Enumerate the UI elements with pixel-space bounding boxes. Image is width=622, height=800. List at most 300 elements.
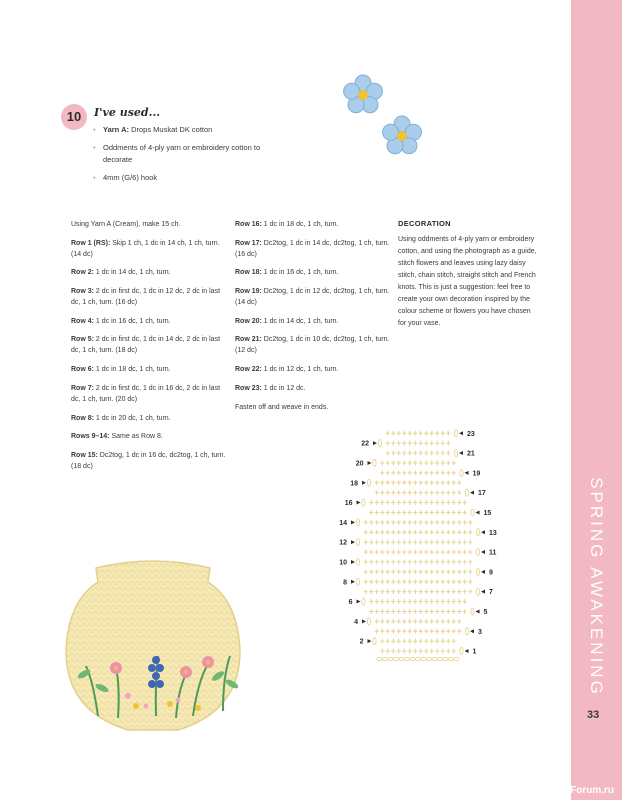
dc-stitch — [419, 619, 423, 624]
dc-stitch — [413, 441, 417, 446]
dc-stitch — [419, 441, 423, 446]
dc-stitch — [424, 451, 428, 456]
row-direction-arrow — [481, 550, 485, 554]
dc-stitch — [408, 619, 412, 624]
row-direction-arrow — [351, 540, 355, 544]
row-direction-arrow — [459, 451, 463, 455]
dc-stitch — [386, 609, 390, 614]
dc-stitch — [430, 451, 434, 456]
dc-stitch — [435, 451, 439, 456]
row-number-label: 5 — [483, 608, 488, 616]
dc-stitch — [369, 579, 373, 584]
dc-stitch — [430, 431, 434, 436]
instruction-row: Row 1 (RS): Skip 1 ch, 1 dc in 14 ch, 1 ch, turn. (14 dc) — [71, 239, 220, 258]
dc-stitch — [468, 530, 472, 535]
dc-stitch — [397, 490, 401, 495]
dc-stitch — [452, 480, 456, 485]
chart-row — [364, 548, 497, 556]
dc-stitch — [375, 589, 379, 594]
dc-stitch — [463, 540, 467, 545]
dc-stitch — [391, 569, 395, 574]
dc-stitch — [435, 431, 439, 436]
dc-stitch — [402, 530, 406, 535]
dc-stitch — [375, 540, 379, 545]
instructions-column-1 — [71, 219, 231, 480]
dc-stitch — [402, 569, 406, 574]
dc-stitch — [386, 540, 390, 545]
dc-stitch — [391, 639, 395, 644]
dc-stitch — [408, 470, 412, 475]
dc-stitch — [452, 579, 456, 584]
chart-row — [361, 440, 450, 448]
dc-stitch — [391, 649, 395, 654]
dc-stitch — [430, 629, 434, 634]
dc-stitch — [391, 540, 395, 545]
dc-stitch — [441, 510, 445, 515]
dc-stitch — [380, 520, 384, 525]
page-number: 33 — [587, 709, 600, 721]
instruction-row: Row 2: 1 dc in 14 dc, 1 ch, turn. — [71, 269, 171, 277]
material-item: • Yarn A: Drops Muskat DK cotton — [92, 124, 262, 136]
dc-stitch — [386, 510, 390, 515]
dc-stitch — [430, 550, 434, 555]
dc-stitch — [413, 569, 417, 574]
dc-stitch — [446, 510, 450, 515]
chain-stitch — [421, 657, 426, 660]
dc-stitch — [441, 431, 445, 436]
dc-stitch — [452, 649, 456, 654]
dc-stitch — [424, 559, 428, 564]
dc-stitch — [435, 441, 439, 446]
row-direction-arrow — [481, 530, 485, 534]
turning-chain — [367, 618, 370, 625]
dc-stitch — [457, 559, 461, 564]
row-number-label: 4 — [354, 618, 358, 626]
dc-stitch — [446, 431, 450, 436]
dc-stitch — [413, 619, 417, 624]
dc-stitch — [391, 589, 395, 594]
dc-stitch — [457, 490, 461, 495]
row-number-label: 22 — [361, 440, 369, 448]
material-item: • Oddments of 4-ply yarn or embroidery cotton to decorate — [92, 142, 262, 166]
dc-stitch — [463, 510, 467, 515]
dc-stitch — [435, 609, 439, 614]
dc-stitch — [413, 609, 417, 614]
instruction-row: Row 21: Dc2tog, 1 dc in 10 dc, dc2tog, 1 ch, turn. (12 dc) — [235, 336, 390, 355]
dc-stitch — [446, 480, 450, 485]
dc-stitch — [402, 629, 406, 634]
dc-stitch — [424, 579, 428, 584]
dc-stitch — [430, 480, 434, 485]
chart-row — [345, 499, 467, 507]
dc-stitch — [435, 619, 439, 624]
dc-stitch — [402, 609, 406, 614]
row-number-label: 19 — [472, 470, 481, 478]
dc-stitch — [408, 451, 412, 456]
dc-stitch — [391, 510, 395, 515]
turning-chain — [373, 638, 376, 645]
dc-stitch — [369, 609, 373, 614]
chain-stitch — [432, 657, 437, 660]
materials-heading: I've used... — [94, 106, 161, 119]
dc-stitch — [463, 550, 467, 555]
dc-stitch — [413, 540, 417, 545]
row-direction-arrow — [362, 481, 366, 485]
dc-stitch — [397, 530, 401, 535]
dc-stitch — [375, 579, 379, 584]
dc-stitch — [369, 569, 373, 574]
dc-stitch — [430, 619, 434, 624]
dc-stitch — [397, 559, 401, 564]
dc-stitch — [386, 569, 390, 574]
dc-stitch — [424, 649, 428, 654]
chart-row — [380, 647, 476, 655]
row-direction-arrow — [459, 431, 463, 435]
dc-stitch — [424, 500, 428, 505]
chart-row — [364, 588, 493, 596]
flower-motifs-photo — [330, 68, 440, 168]
chart-row — [375, 489, 486, 497]
dc-stitch — [430, 500, 434, 505]
dc-stitch — [408, 559, 412, 564]
dc-stitch — [419, 569, 423, 574]
dc-stitch — [452, 559, 456, 564]
dc-stitch — [391, 500, 395, 505]
dc-stitch — [408, 550, 412, 555]
dc-stitch — [424, 589, 428, 594]
dc-stitch — [402, 510, 406, 515]
dc-stitch — [380, 470, 384, 475]
dc-stitch — [430, 490, 434, 495]
dc-stitch — [435, 550, 439, 555]
instruction-row: Row 19: Dc2tog, 1 dc in 12 dc, dc2tog, 1 ch, turn. (14 dc) — [235, 288, 390, 307]
decoration-section — [398, 218, 538, 330]
dc-stitch — [457, 520, 461, 525]
dc-stitch — [386, 559, 390, 564]
dc-stitch — [452, 500, 456, 505]
dc-stitch — [446, 619, 450, 624]
dc-stitch — [468, 559, 472, 564]
dc-stitch — [419, 510, 423, 515]
dc-stitch — [408, 579, 412, 584]
dc-stitch — [452, 520, 456, 525]
dc-stitch — [380, 500, 384, 505]
dc-stitch — [419, 609, 423, 614]
dc-stitch — [402, 639, 406, 644]
dc-stitch — [380, 649, 384, 654]
dc-stitch — [375, 599, 379, 604]
dc-stitch — [452, 470, 456, 475]
dc-stitch — [430, 579, 434, 584]
dc-stitch — [468, 569, 472, 574]
chart-row — [339, 519, 472, 527]
dc-stitch — [397, 629, 401, 634]
dc-stitch — [452, 569, 456, 574]
dc-stitch — [424, 470, 428, 475]
dc-stitch — [391, 441, 395, 446]
dc-stitch — [441, 639, 445, 644]
dc-stitch — [397, 579, 401, 584]
chart-row — [369, 509, 491, 517]
row-direction-arrow — [470, 629, 474, 633]
row-direction-arrow — [465, 649, 469, 653]
dc-stitch — [430, 599, 434, 604]
chart-row — [380, 469, 480, 477]
turning-chain — [465, 628, 468, 635]
chart-row — [386, 449, 475, 457]
dc-stitch — [413, 431, 417, 436]
dc-stitch — [397, 431, 401, 436]
chain-stitch — [415, 657, 420, 660]
dc-stitch — [435, 460, 439, 465]
dc-stitch — [391, 490, 395, 495]
dc-stitch — [397, 441, 401, 446]
chain-stitch — [454, 657, 459, 660]
dc-stitch — [468, 589, 472, 594]
dc-stitch — [408, 500, 412, 505]
dc-stitch — [391, 431, 395, 436]
dc-stitch — [457, 599, 461, 604]
dc-stitch — [413, 510, 417, 515]
dc-stitch — [369, 550, 373, 555]
dc-stitch — [419, 490, 423, 495]
dc-stitch — [430, 559, 434, 564]
dc-stitch — [380, 579, 384, 584]
dc-stitch — [430, 530, 434, 535]
row-direction-arrow — [476, 609, 480, 613]
dc-stitch — [413, 649, 417, 654]
dc-stitch — [380, 510, 384, 515]
chart-row — [386, 430, 475, 438]
dc-stitch — [391, 470, 395, 475]
turning-chain — [362, 598, 365, 605]
dc-stitch — [413, 589, 417, 594]
dc-stitch — [468, 540, 472, 545]
dc-stitch — [452, 589, 456, 594]
dc-stitch — [446, 530, 450, 535]
dc-stitch — [441, 490, 445, 495]
row-number-label: 14 — [339, 519, 347, 527]
dc-stitch — [457, 480, 461, 485]
dc-stitch — [446, 540, 450, 545]
dc-stitch — [457, 589, 461, 594]
dc-stitch — [452, 609, 456, 614]
dc-stitch — [391, 480, 395, 485]
dc-stitch — [441, 569, 445, 574]
dc-stitch — [408, 441, 412, 446]
turning-chain — [454, 449, 457, 456]
row-number-label: 15 — [483, 509, 492, 517]
turning-chain — [476, 529, 479, 536]
chain-stitch — [404, 657, 409, 660]
dc-stitch — [441, 579, 445, 584]
turning-chain — [460, 647, 463, 654]
dc-stitch — [435, 530, 439, 535]
dc-stitch — [435, 649, 439, 654]
dc-stitch — [413, 500, 417, 505]
dc-stitch — [446, 639, 450, 644]
row-number-label: 2 — [359, 638, 364, 646]
dc-stitch — [463, 559, 467, 564]
dc-stitch — [380, 569, 384, 574]
dc-stitch — [413, 490, 417, 495]
dc-stitch — [441, 609, 445, 614]
dc-stitch — [463, 609, 467, 614]
dc-stitch — [380, 490, 384, 495]
dc-stitch — [375, 609, 379, 614]
dc-stitch — [446, 559, 450, 564]
row-direction-arrow — [373, 441, 377, 445]
dc-stitch — [402, 649, 406, 654]
dc-stitch — [386, 579, 390, 584]
turning-chain — [465, 489, 468, 496]
dc-stitch — [424, 629, 428, 634]
dc-stitch — [452, 460, 456, 465]
dc-stitch — [391, 530, 395, 535]
dc-stitch — [408, 569, 412, 574]
dc-stitch — [397, 500, 401, 505]
dc-stitch — [457, 629, 461, 634]
dc-stitch — [419, 579, 423, 584]
row-direction-arrow — [465, 471, 469, 475]
chain-stitch — [399, 657, 404, 660]
chart-row — [339, 539, 472, 547]
dc-stitch — [452, 629, 456, 634]
dc-stitch — [446, 460, 450, 465]
dc-stitch — [457, 619, 461, 624]
dc-stitch — [375, 490, 379, 495]
dc-stitch — [397, 460, 401, 465]
row-number-label: 12 — [339, 539, 347, 547]
chart-row — [354, 618, 461, 626]
dc-stitch — [435, 629, 439, 634]
dc-stitch — [419, 470, 423, 475]
row-direction-arrow — [481, 570, 485, 574]
dc-stitch — [402, 550, 406, 555]
chapter-title: SPRING AWAKENING — [587, 477, 606, 697]
dc-stitch — [413, 460, 417, 465]
dc-stitch — [397, 480, 401, 485]
dc-stitch — [408, 629, 412, 634]
dc-stitch — [391, 579, 395, 584]
dc-stitch — [446, 579, 450, 584]
turning-chain — [454, 430, 457, 437]
dc-stitch — [397, 510, 401, 515]
dc-stitch — [463, 569, 467, 574]
dc-stitch — [441, 599, 445, 604]
dc-stitch — [386, 520, 390, 525]
dc-stitch — [386, 619, 390, 624]
dc-stitch — [375, 629, 379, 634]
dc-stitch — [380, 540, 384, 545]
dc-stitch — [435, 480, 439, 485]
dc-stitch — [386, 451, 390, 456]
chart-row — [349, 598, 467, 606]
dc-stitch — [424, 540, 428, 545]
dc-stitch — [402, 520, 406, 525]
dc-stitch — [441, 550, 445, 555]
turning-chain — [476, 588, 479, 595]
dc-stitch — [369, 520, 373, 525]
turning-chain — [367, 479, 370, 486]
dc-stitch — [430, 520, 434, 525]
row-direction-arrow — [481, 590, 485, 594]
row-number-label: 3 — [478, 628, 482, 636]
instruction-row: Row 17: Dc2tog, 1 dc in 14 dc, dc2tog, 1 ch, turn. (16 dc) — [235, 239, 390, 258]
dc-stitch — [364, 579, 368, 584]
dc-stitch — [457, 530, 461, 535]
dc-stitch — [402, 559, 406, 564]
dc-stitch — [386, 431, 390, 436]
dc-stitch — [430, 589, 434, 594]
dc-stitch — [408, 639, 412, 644]
dc-stitch — [391, 619, 395, 624]
dc-stitch — [457, 609, 461, 614]
dc-stitch — [452, 550, 456, 555]
decoration-text: Using oddments of 4-ply yarn or embroidery cotton, and using the photograph as a guide, stitch flowers and leaves using lazy daisy stitch, chain stitch, straight stitch and French knots. This is just a suggestion: feel free to create your own decoration inspired by the colour scheme or flowers you have chosen for your vase. — [398, 236, 537, 327]
dc-stitch — [430, 649, 434, 654]
dc-stitch — [441, 470, 445, 475]
row-number-label: 16 — [344, 500, 353, 508]
dc-stitch — [386, 589, 390, 594]
dc-stitch — [391, 550, 395, 555]
dc-stitch — [446, 520, 450, 525]
chart-row — [364, 568, 493, 576]
row-number-label: 17 — [478, 490, 486, 498]
dc-stitch — [463, 589, 467, 594]
chain-stitch — [377, 657, 382, 660]
dc-stitch — [386, 480, 390, 485]
row-direction-arrow — [357, 501, 361, 505]
dc-stitch — [369, 530, 373, 535]
dc-stitch — [364, 569, 368, 574]
dc-stitch — [419, 629, 423, 634]
dc-stitch — [419, 480, 423, 485]
dc-stitch — [402, 441, 406, 446]
dc-stitch — [441, 460, 445, 465]
chart-row — [360, 638, 456, 646]
instruction-row: Row 22: 1 dc in 12 dc, 1 ch, turn. — [235, 366, 339, 374]
dc-stitch — [386, 441, 390, 446]
dc-stitch — [446, 589, 450, 594]
dc-stitch — [408, 510, 412, 515]
dc-stitch — [419, 589, 423, 594]
dc-stitch — [380, 589, 384, 594]
dc-stitch — [364, 589, 368, 594]
dc-stitch — [380, 619, 384, 624]
dc-stitch — [402, 460, 406, 465]
dc-stitch — [386, 550, 390, 555]
row-direction-arrow — [357, 600, 361, 604]
dc-stitch — [369, 510, 373, 515]
dc-stitch — [424, 441, 428, 446]
dc-stitch — [419, 639, 423, 644]
dc-stitch — [468, 579, 472, 584]
chart-row — [369, 608, 487, 616]
turning-chain — [356, 578, 359, 585]
dc-stitch — [430, 470, 434, 475]
dc-stitch — [375, 530, 379, 535]
turning-chain — [356, 519, 359, 526]
step-number-badge: 10 — [61, 104, 87, 130]
turning-chain — [373, 459, 376, 466]
dc-stitch — [386, 490, 390, 495]
dc-stitch — [402, 599, 406, 604]
dc-stitch — [402, 579, 406, 584]
dc-stitch — [364, 520, 368, 525]
dc-stitch — [391, 609, 395, 614]
chart-row — [339, 558, 472, 566]
